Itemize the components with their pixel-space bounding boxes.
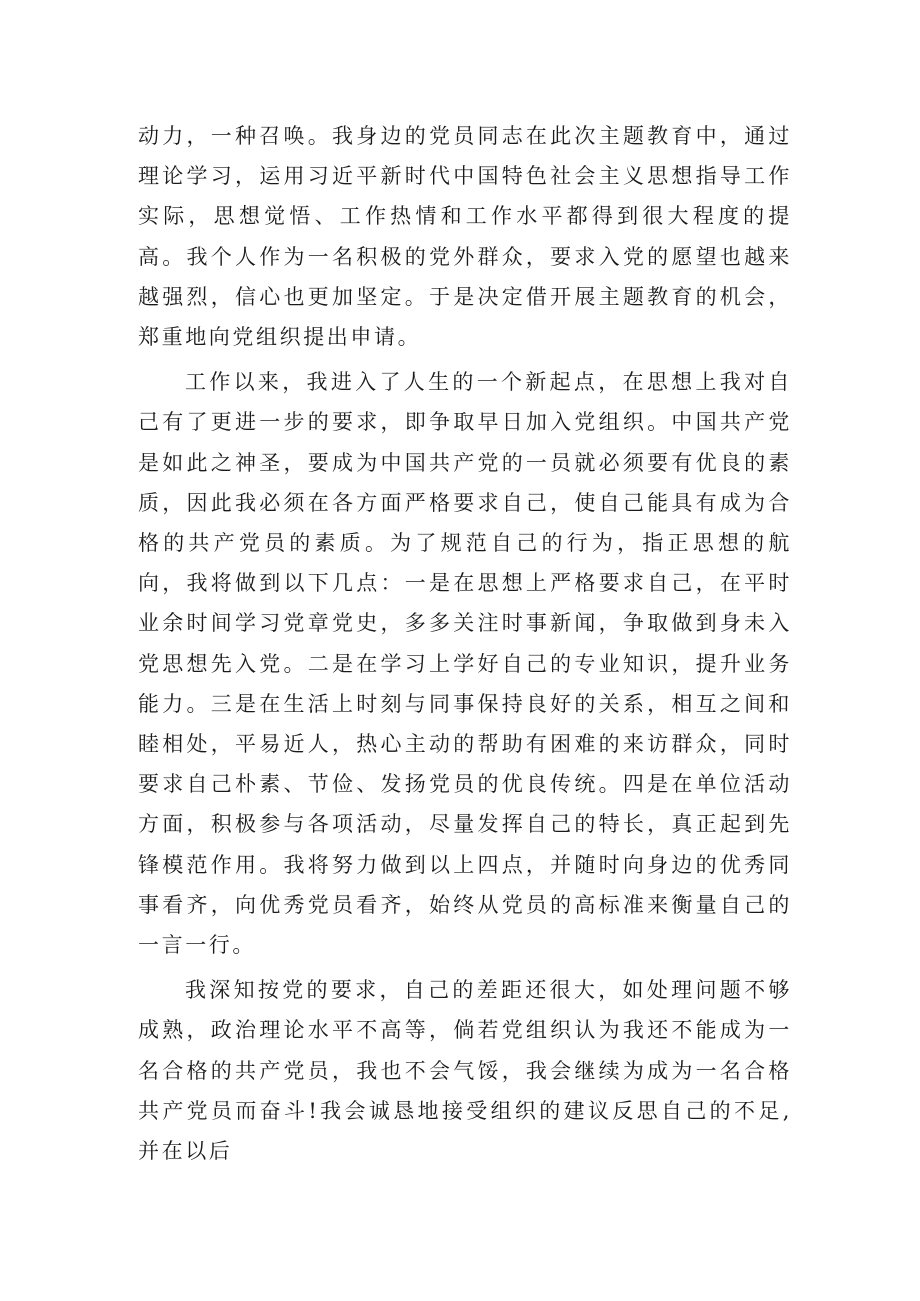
- paragraph-continuation: 动力，一种召唤。我身边的党员同志在此次主题教育中，通过理论学习，运用习近平新时代中国特色社会主义思想指导工作实际，思想觉悟、工作热情和工作水平都得到很大程度的提高。我个人作为一名积极的党外群众，要求入党的愿望也越来越强烈，信心也更加坚定。于是决定借开展主题教育的机会，郑重地向党组织提出申请。: [138, 124, 792, 350]
- paragraph-self-reflection: 我深知按党的要求，自己的差距还很大，如处理问题不够成熟，政治理论水平不高等，倘若党组织认为我还不能成为一名合格的共产党员，我也不会气馁，我会继续为成为一名合格共产党员而奋斗!我会诚恳地接受组织的建议反思自己的不足,并在以后: [138, 978, 792, 1164]
- document-page: [138, 116, 792, 1171]
- paragraph-work-commitment: 工作以来，我进入了人生的一个新起点，在思想上我对自己有了更进一步的要求，即争取早日加入党组织。中国共产党是如此之神圣，要成为中国共产党的一员就必须要有优良的素质，因此我必须在各方面严格要求自己，使自己能具有成为合格的共产党员的素质。为了规范自己的行为，指正思想的航向，我将做到以下几点：一是在思想上严格要求自己，在平时业余时间学习党章党史，多多关注时事新闻，争取做到身未入党思想先入党。二是在学习上学好自己的专业知识，提升业务能力。三是在生活上时刻与同事保持良好的关系，相互之间和睦相处，平易近人，热心主动的帮助有困难的来访群众，同时要求自己朴素、节俭、发扬党员的优良传统。四是在单位活动方面，积极参与各项活动，尽量发挥自己的特长，真正起到先锋模范作用。我将努力做到以上四点，并随时向身边的优秀同事看齐，向优秀党员看齐，始终从党员的高标准来衡量自己的一言一行。: [138, 370, 792, 958]
